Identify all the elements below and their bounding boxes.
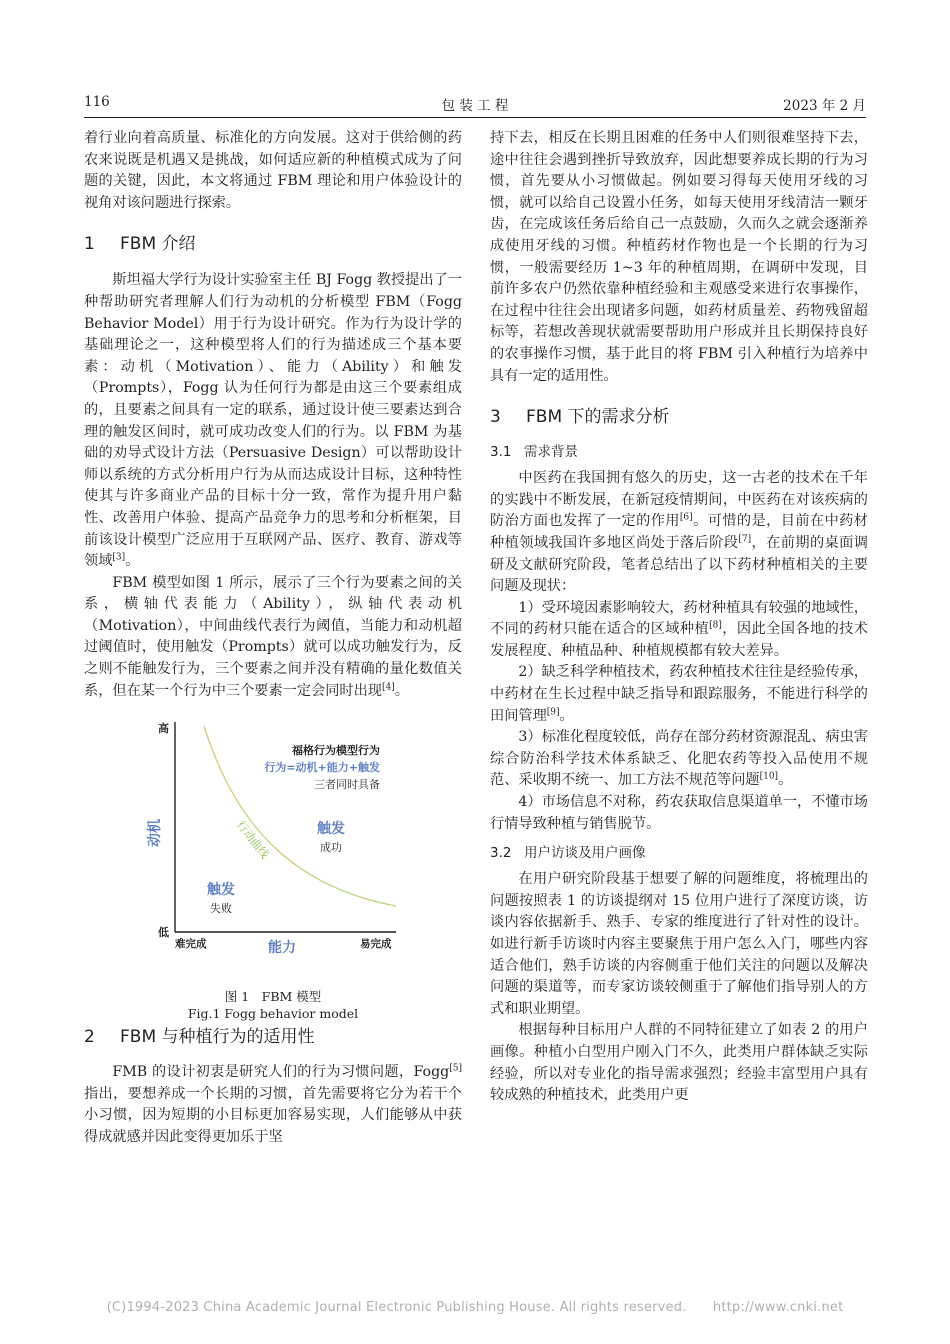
success-label: 成功: [320, 841, 342, 855]
citation: [4]: [381, 681, 395, 692]
section-3-2-paragraph-1: 在用户研究阶段基于想要了解的问题维度，将梳理出的问题按照表 1 的访谈提纲对 15 位用户进行了深度访谈，访谈内容依据新手、熟手、专家的维度进行了针对性的设计。如进行新手访谈时内容主要聚焦于用户怎么入门，哪些内容适合他们，熟手访谈的内容侧重于他们关注的问题以及解决问题的渠道等，而专家访谈较侧重于了解他们指导别人的方式和职业期望。: [490, 871, 868, 1017]
fail-trigger-label: 触发: [207, 882, 235, 899]
citation: [8]: [709, 620, 722, 631]
success-trigger-label: 触发: [317, 821, 345, 838]
y-tick-low: 低: [158, 926, 169, 940]
section-3-1-number: 3.1: [490, 444, 512, 461]
section-3-2-paragraph-2: 根据每种目标用户人群的不同特征建立了如表 2 的用户画像。种植小白型用户刚入门不久，此类用户群体缺乏实际经验，所以对专业化的指导需求强烈；经验丰富型用户具有较成熟的种植技术，此类用户更: [490, 1022, 868, 1104]
citation: [3]: [112, 552, 126, 563]
figure-caption-cn: 图 1 FBM 模型: [224, 988, 322, 1004]
citation: [6]: [679, 512, 693, 523]
page-number: 116: [84, 94, 110, 110]
header-rule: [84, 117, 866, 118]
section-2-title: FBM 与种植行为的适用性: [120, 1027, 315, 1048]
section-2-heading: [84, 1026, 462, 1048]
section-3-heading: [490, 406, 868, 428]
section-3-2-heading: [490, 843, 868, 863]
y-tick-high: 高: [158, 722, 169, 736]
figure-1: [84, 716, 462, 1021]
copyright-footer: (C)1994-2023 China Academic Journal Electronic Publishing House. All rights reserved. http://www.cnki.net: [106, 1300, 844, 1315]
intro-paragraph: 着行业向着高质量、标准化的方向发展。这对于供给侧的药农来说既是机遇又是挑战，如何适应新的种植模式成为了问题的关键，因此，本文将通过 FBM 理论和用户体验设计的视角对该问题进行探索。: [84, 130, 462, 211]
y-axis-label: 动机: [147, 819, 163, 848]
legend-title: 福格行为模型行为: [292, 744, 380, 758]
section-3-2-number: 3.2: [490, 845, 512, 862]
issue-date: 2023 年 2 月: [783, 98, 866, 114]
issue-item-4: 4）市场信息不对称，药农获取信息渠道单一，不懂市场行情导致种植与销售脱节。: [490, 794, 868, 832]
section-3-1-title: 需求背景: [524, 444, 578, 461]
citation: [10]: [759, 771, 779, 782]
legend-formula: 行为=动机+能力+触发: [264, 761, 380, 775]
section-3-number: 3: [490, 407, 501, 428]
legend-note: 三者同时具备: [314, 778, 380, 792]
left-column: [84, 128, 462, 1149]
section-2-number: 2: [84, 1027, 95, 1048]
issue-item-3: 3）标准化程度较低，尚存在部分药材资源混乱、病虫害综合防治科学技术体系缺乏、化肥农药等投入品使用不规范、采收期不统一、加工方法不规范等问题[10]。: [490, 729, 868, 789]
fail-label: 失败: [210, 902, 232, 916]
x-axis-label: 能力: [268, 940, 296, 957]
citation: [7]: [738, 534, 752, 545]
x-tick-right: 易完成: [360, 938, 392, 951]
figure-caption-en: Fig.1 Fogg behavior model: [187, 1005, 359, 1021]
citation: [9]: [546, 706, 560, 717]
issue-item-1: 1）受环境因素影响较大，药材种植具有较强的地域性，不同的药材只能在适合的区域种植[8]，因此全国各地的技术发展程度、种植品种、种植规模都有较大差异。: [490, 599, 868, 659]
citation: [5]: [449, 1063, 462, 1074]
section-3-1-paragraph: 中医药在我国拥有悠久的历史，这一古老的技术在千年的实践中不断发展，在新冠疫情期间，中医药在对该疾病的防治方面也发挥了一定的作用[6]。可惜的是，目前在中药材种植领域我国许多地区尚处于落后阶段[7]，在前期的桌面调研及文献研究阶段，笔者总结出了以下药材种植相关的主要问题及现状：: [490, 470, 868, 595]
section-3-1-heading: [490, 442, 868, 462]
section-1-paragraph-2: FBM 模型如图 1 所示，展示了三个行为要素之间的关系，横轴代表能力（Ability），纵轴代表动机（Motivation），中间曲线代表行为阈值，当能力和动机超过阈值时，使用触发（Prompts）就可以成功触发行为，反之则不能触发行为，三个要素之间并没有精确的量化数值关系，但在某一个行为中三个要素一定会同时出现[4]。: [84, 574, 462, 699]
section-1-number: 1: [84, 234, 95, 255]
x-tick-left: 难完成: [175, 938, 207, 951]
curve-label: 行动曲线: [234, 818, 272, 862]
fbm-diagram: [84, 716, 462, 978]
journal-title: 包 装 工 程: [441, 98, 509, 114]
continued-paragraph: 持下去，相反在长期且困难的任务中人们则很难坚持下去，途中往往会遇到挫折导致放弃，因此想要养成长期的行为习惯，首先要从小习惯做起。例如要习得每天使用牙线的习惯，就可以给自己设置小任务，如每天使用牙线清洁一颗牙齿，在完成该任务后给自己一点鼓励，久而久之就会逐渐养成使用牙线的习惯。种植药材作物也是一个长期的行为习惯，一般需要经历 1~3 年的种植周期，在调研中发现，目前许多农户仍然依靠种植经验和主观感受来进行农事操作，在过程中往往会出现诸多问题，如药材质量差、药物残留超标等，若想改善现状就需要帮助用户形成并且长期保持良好的农事操作习惯，基于此目的将 FBM 引入种植行为培养中具有一定的适用性。: [490, 130, 868, 384]
section-1-paragraph-1: 斯坦福大学行为设计实验室主任 BJ Fogg 教授提出了一种帮助研究者理解人们行为动机的分析模型 FBM（Fogg Behavior Model）用于行为设计研究。作为行为设计学的基础理论之一，这种模型将人们的行为描述成三个基本要素：动机（Motivation）、能力（Ability）和触发（Prompts），Fogg 认为任何行为都是由这三个要素组成的，且要素之间具有一定的联系，通过设计使三要素达到合理的触发区间时，就可成功改变人们的行为。以 FBM 为基础的劝导式设计方法（Persuasive Design）可以帮助设计师以系统的方式分析用户行为从而达成设计目标，这种特性使其与许多商业产品的目标十分一致，常作为提升用户黏性、改善用户体验、提高产品竞争力的思考和分析框架，目前该设计模型广泛应用于互联网产品、医疗、教育、游戏等领域[3]。: [84, 272, 462, 570]
section-3-2-title: 用户访谈及用户画像: [524, 845, 646, 862]
section-2-paragraph: FMB 的设计初衷是研究人们的行为习惯问题，Fogg[5]指出，要想养成一个长期的习惯，首先需要将它分为若干个小习惯，因为短期的小目标更加容易实现，人们能够从中获得成就感并因此变得更加乐于坚: [84, 1063, 462, 1146]
right-column: [490, 128, 868, 1107]
section-3-title: FBM 下的需求分析: [526, 407, 670, 428]
section-1-heading: [84, 233, 462, 255]
section-1-title: FBM 介绍: [120, 234, 196, 255]
issue-item-2: 2）缺乏科学种植技术，药农种植技术往往是经验传承，中药材在生长过程中缺乏指导和跟踪服务，不能进行科学的田间管理[9]。: [490, 664, 868, 724]
